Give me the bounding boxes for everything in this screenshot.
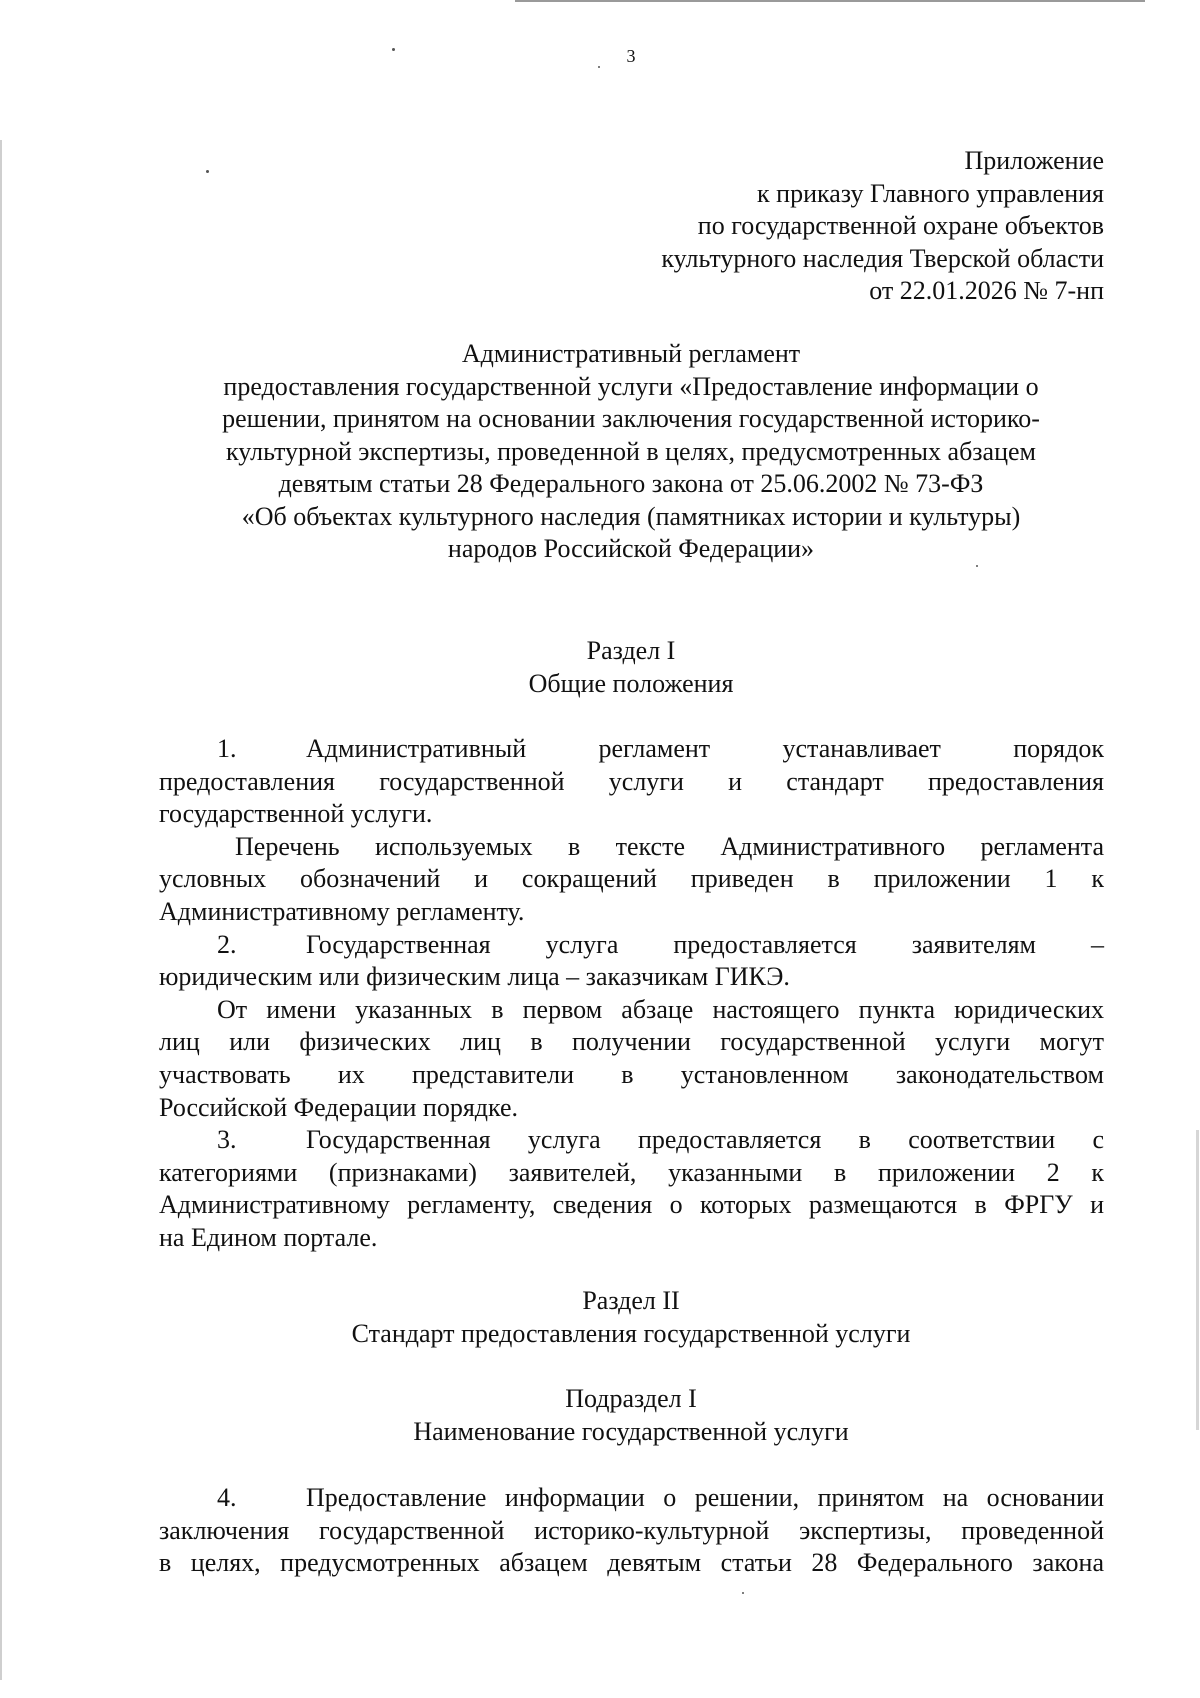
paragraph-line: юридическим или физическим лица – заказчикам ГИКЭ.: [159, 962, 790, 992]
annex-line: к приказу Главного управления: [757, 178, 1104, 208]
paragraph-line: От имени указанных в первом абзаце настоящего пункта юридических: [217, 994, 1104, 1024]
section1-body: [159, 733, 1104, 1255]
paragraph-line: Административному регламенту, сведения о которых размещаются в ФРГУ и: [159, 1190, 1104, 1220]
paragraph-line: Предоставление информации о решении, принятом на основании: [306, 1483, 1104, 1512]
paragraph-4: [159, 1482, 1104, 1580]
document-title: [140, 338, 1122, 566]
paragraph-line: Перечень используемых в тексте Административного регламента: [235, 831, 1104, 861]
paragraph-line: Российской Федерации порядке.: [159, 1092, 519, 1122]
annex-line: Приложение: [964, 146, 1104, 175]
paragraph-line: Административному регламенту.: [159, 896, 525, 926]
paragraph-line: участвовать их представители в установленном законодательством: [159, 1059, 1104, 1089]
paragraph-2b: [159, 994, 1104, 1124]
paragraph-line: государственной услуги.: [159, 799, 433, 829]
paragraph-line: предоставления государственной услуги и стандарт предоставления: [159, 766, 1104, 796]
title-line: девятым статьи 28 Федерального закона от 25.06.2002 № 73-ФЗ: [278, 469, 984, 498]
title-line: решении, принятом на основании заключения государственной историко-: [222, 404, 1040, 433]
paragraph-line: категориями (признаками) заявителей, указанными в приложении 2 к: [159, 1157, 1104, 1187]
scan-edge-right: [1196, 1130, 1199, 1430]
paragraph-line: Государственная услуга предоставляется заявителям –: [306, 929, 1104, 959]
section2-body: [159, 1482, 1104, 1580]
paragraph-line: условных обозначений и сокращений приведен в приложении 1 к: [159, 864, 1104, 894]
annex-line: от 22.01.2026 № 7-нп: [869, 276, 1104, 305]
annex-line: культурного наследия Тверской области: [661, 243, 1104, 273]
paragraph-line: на Едином портале.: [159, 1222, 378, 1252]
section2-heading-block: [140, 1284, 1122, 1350]
paragraph-number: 3.: [217, 1125, 237, 1155]
paragraph-1b: [159, 831, 1104, 929]
annex-block: [0, 145, 1104, 308]
title-line: народов Российской Федерации»: [447, 534, 815, 563]
page-number: 3: [626, 46, 636, 66]
paragraph-line: Административный регламент устанавливает порядок: [306, 734, 1104, 763]
scan-speck: [742, 1592, 744, 1594]
paragraph-1: [159, 733, 1104, 831]
section-subtitle: Общие положения: [528, 669, 734, 698]
subsection-heading-block: [140, 1382, 1122, 1448]
section-heading: Раздел I: [586, 636, 676, 665]
title-line: Административный регламент: [461, 339, 801, 368]
paragraph-line: лиц или физических лиц в получении государственной услуги могут: [159, 1027, 1104, 1057]
title-line: «Об объектах культурного наследия (памятниках истории и культуры): [241, 501, 1021, 531]
annex-line: по государственной охране объектов: [697, 211, 1104, 240]
paragraph-number: 2.: [217, 929, 237, 959]
paragraph-number: 4.: [217, 1483, 237, 1512]
section-heading: Раздел II: [582, 1286, 680, 1315]
paragraph-2: [159, 929, 1104, 994]
paragraph-3: [159, 1124, 1104, 1254]
subsection-subtitle: Наименование государственной услуги: [413, 1417, 849, 1446]
section1-heading-block: [140, 634, 1122, 700]
scan-edge-left: [0, 140, 2, 1680]
subsection-heading: Подраздел I: [565, 1384, 697, 1413]
paragraph-line: в целях, предусмотренных абзацем девятым статьи 28 Федерального закона: [159, 1548, 1104, 1578]
paragraph-number: 1.: [217, 734, 237, 763]
title-line: предоставления государственной услуги «Предоставление информации о: [223, 371, 1039, 401]
paragraph-line: Государственная услуга предоставляется в соответствии с: [306, 1125, 1104, 1155]
scan-edge-top: [515, 0, 1145, 2]
section-subtitle: Стандарт предоставления государственной услуги: [351, 1319, 911, 1348]
paragraph-line: заключения государственной историко-культурной экспертизы, проведенной: [159, 1515, 1104, 1545]
title-line: культурной экспертизы, проведенной в целях, предусмотренных абзацем: [225, 436, 1037, 466]
